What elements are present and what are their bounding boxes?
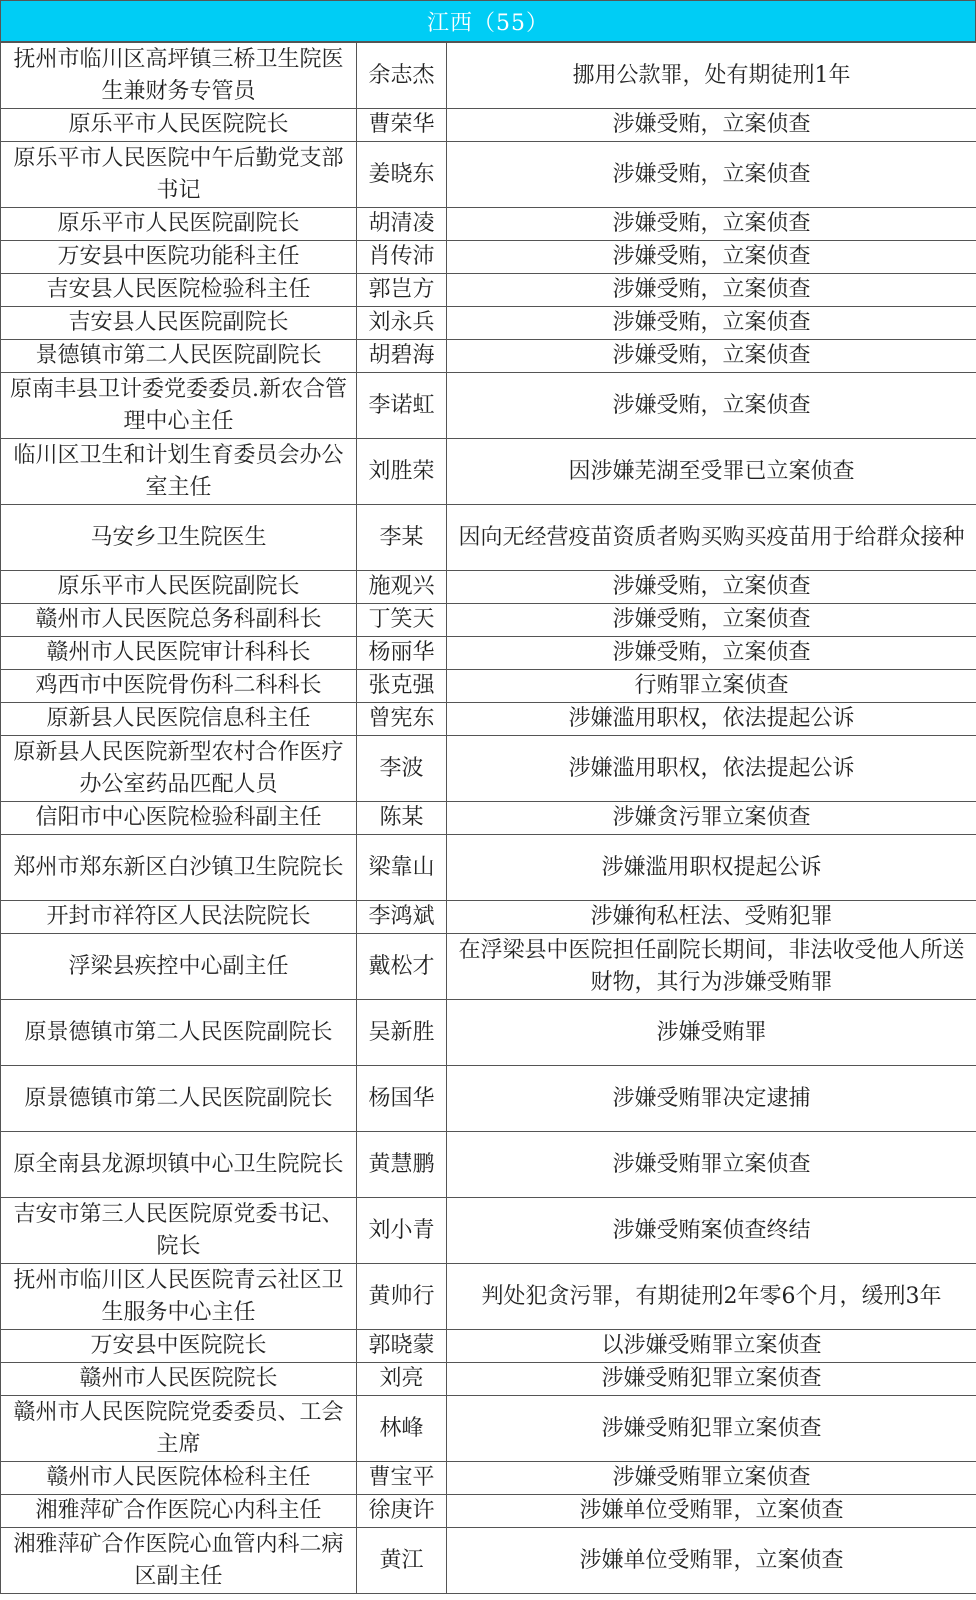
status-cell: 涉嫌受贿，立案侦查 <box>447 637 976 670</box>
name-cell: 李波 <box>357 736 447 802</box>
position-cell: 原景德镇市第二人民医院副院长 <box>1 1000 357 1066</box>
name-cell: 刘永兵 <box>357 307 447 340</box>
status-cell: 涉嫌受贿，立案侦查 <box>447 274 976 307</box>
table-row <box>1 439 976 505</box>
position-cell: 湘雅萍矿合作医院心血管内科二病区副主任 <box>1 1528 357 1594</box>
status-cell: 涉嫌受贿罪 <box>447 1000 976 1066</box>
status-cell: 涉嫌受贿罪立案侦查 <box>447 1462 976 1495</box>
status-cell: 涉嫌受贿犯罪立案侦查 <box>447 1396 976 1462</box>
table-row <box>1 1462 976 1495</box>
position-cell: 原乐平市人民医院院长 <box>1 109 357 142</box>
status-cell: 行贿罪立案侦查 <box>447 670 976 703</box>
position-cell: 赣州市人民医院审计科科长 <box>1 637 357 670</box>
position-cell: 湘雅萍矿合作医院心内科主任 <box>1 1495 357 1528</box>
position-cell: 鸡西市中医院骨伤科二科科长 <box>1 670 357 703</box>
position-cell: 原南丰县卫计委党委委员.新农合管理中心主任 <box>1 373 357 439</box>
province-title: 江西（55） <box>427 10 549 36</box>
status-cell: 涉嫌受贿案侦查终结 <box>447 1198 976 1264</box>
name-cell: 胡清凌 <box>357 208 447 241</box>
position-cell: 赣州市人民医院总务科副科长 <box>1 604 357 637</box>
table-row <box>1 1330 976 1363</box>
position-cell: 原新县人民医院新型农村合作医疗办公室药品匹配人员 <box>1 736 357 802</box>
status-cell: 涉嫌受贿犯罪立案侦查 <box>447 1363 976 1396</box>
name-cell: 刘小青 <box>357 1198 447 1264</box>
name-cell: 丁笑天 <box>357 604 447 637</box>
position-cell: 吉安市第三人民医院原党委书记、院长 <box>1 1198 357 1264</box>
status-cell: 涉嫌单位受贿罪，立案侦查 <box>447 1495 976 1528</box>
name-cell: 杨丽华 <box>357 637 447 670</box>
status-cell: 涉嫌滥用职权提起公诉 <box>447 835 976 901</box>
status-cell: 因向无经营疫苗资质者购买购买疫苗用于给群众接种 <box>447 505 976 571</box>
table-row <box>1 703 976 736</box>
status-cell: 涉嫌受贿，立案侦查 <box>447 142 976 208</box>
position-cell: 赣州市人民医院院长 <box>1 1363 357 1396</box>
table-row <box>1 1000 976 1066</box>
status-cell: 判处犯贪污罪，有期徒刑2年零6个月，缓刑3年 <box>447 1264 976 1330</box>
position-cell: 原全南县龙源坝镇中心卫生院院长 <box>1 1132 357 1198</box>
table-row <box>1 109 976 142</box>
name-cell: 陈某 <box>357 802 447 835</box>
table-row <box>1 1264 976 1330</box>
province-header <box>0 0 976 42</box>
name-cell: 刘亮 <box>357 1363 447 1396</box>
status-cell: 涉嫌受贿，立案侦查 <box>447 373 976 439</box>
name-cell: 林峰 <box>357 1396 447 1462</box>
name-cell: 吴新胜 <box>357 1000 447 1066</box>
table-row <box>1 1396 976 1462</box>
table-row <box>1 1198 976 1264</box>
status-cell: 涉嫌贪污罪立案侦查 <box>447 802 976 835</box>
table-row <box>1 802 976 835</box>
status-cell: 涉嫌受贿，立案侦查 <box>447 241 976 274</box>
status-cell: 涉嫌受贿，立案侦查 <box>447 109 976 142</box>
status-cell: 涉嫌受贿，立案侦查 <box>447 604 976 637</box>
table-row <box>1 604 976 637</box>
position-cell: 原乐平市人民医院副院长 <box>1 571 357 604</box>
status-cell: 涉嫌单位受贿罪，立案侦查 <box>447 1528 976 1594</box>
position-cell: 原景德镇市第二人民医院副院长 <box>1 1066 357 1132</box>
status-cell: 涉嫌受贿，立案侦查 <box>447 571 976 604</box>
name-cell: 杨国华 <box>357 1066 447 1132</box>
position-cell: 吉安县人民医院副院长 <box>1 307 357 340</box>
position-cell: 郑州市郑东新区白沙镇卫生院院长 <box>1 835 357 901</box>
table-row <box>1 1132 976 1198</box>
name-cell: 黄帅行 <box>357 1264 447 1330</box>
position-cell: 万安县中医院功能科主任 <box>1 241 357 274</box>
name-cell: 曹宝平 <box>357 1462 447 1495</box>
name-cell: 刘胜荣 <box>357 439 447 505</box>
table-row <box>1 208 976 241</box>
table-row <box>1 142 976 208</box>
table-row <box>1 373 976 439</box>
name-cell: 徐庚许 <box>357 1495 447 1528</box>
table-row <box>1 1066 976 1132</box>
position-cell: 临川区卫生和计划生育委员会办公室主任 <box>1 439 357 505</box>
name-cell: 余志杰 <box>357 43 447 109</box>
status-cell: 涉嫌受贿，立案侦查 <box>447 340 976 373</box>
position-cell: 抚州市临川区人民医院青云社区卫生服务中心主任 <box>1 1264 357 1330</box>
name-cell: 黄江 <box>357 1528 447 1594</box>
table-row <box>1 934 976 1000</box>
table-row <box>1 736 976 802</box>
table-row <box>1 43 976 109</box>
table-row <box>1 1495 976 1528</box>
case-table <box>0 42 976 1594</box>
status-cell: 涉嫌徇私枉法、受贿犯罪 <box>447 901 976 934</box>
table-row <box>1 835 976 901</box>
table-row <box>1 571 976 604</box>
name-cell: 梁靠山 <box>357 835 447 901</box>
name-cell: 李鸿斌 <box>357 901 447 934</box>
table-row <box>1 274 976 307</box>
position-cell: 原新县人民医院信息科主任 <box>1 703 357 736</box>
table-row <box>1 901 976 934</box>
name-cell: 郭岂方 <box>357 274 447 307</box>
name-cell: 曹荣华 <box>357 109 447 142</box>
name-cell: 姜晓东 <box>357 142 447 208</box>
status-cell: 涉嫌受贿，立案侦查 <box>447 307 976 340</box>
table-row <box>1 1363 976 1396</box>
name-cell: 郭晓蒙 <box>357 1330 447 1363</box>
position-cell: 开封市祥符区人民法院院长 <box>1 901 357 934</box>
name-cell: 张克强 <box>357 670 447 703</box>
table-row <box>1 340 976 373</box>
position-cell: 赣州市人民医院体检科主任 <box>1 1462 357 1495</box>
status-cell: 涉嫌滥用职权，依法提起公诉 <box>447 703 976 736</box>
position-cell: 马安乡卫生院医生 <box>1 505 357 571</box>
position-cell: 抚州市临川区高坪镇三桥卫生院医生兼财务专管员 <box>1 43 357 109</box>
name-cell: 曾宪东 <box>357 703 447 736</box>
name-cell: 黄慧鹏 <box>357 1132 447 1198</box>
status-cell: 在浮梁县中医院担任副院长期间，非法收受他人所送财物，其行为涉嫌受贿罪 <box>447 934 976 1000</box>
position-cell: 浮梁县疾控中心副主任 <box>1 934 357 1000</box>
table-row <box>1 241 976 274</box>
case-table-body <box>1 43 976 1594</box>
name-cell: 戴松才 <box>357 934 447 1000</box>
table-row <box>1 505 976 571</box>
position-cell: 吉安县人民医院检验科主任 <box>1 274 357 307</box>
position-cell: 原乐平市人民医院副院长 <box>1 208 357 241</box>
position-cell: 万安县中医院院长 <box>1 1330 357 1363</box>
position-cell: 赣州市人民医院院党委委员、工会主席 <box>1 1396 357 1462</box>
status-cell: 因涉嫌芜湖至受罪已立案侦查 <box>447 439 976 505</box>
status-cell: 涉嫌滥用职权，依法提起公诉 <box>447 736 976 802</box>
name-cell: 施观兴 <box>357 571 447 604</box>
position-cell: 原乐平市人民医院中午后勤党支部书记 <box>1 142 357 208</box>
status-cell: 以涉嫌受贿罪立案侦查 <box>447 1330 976 1363</box>
table-row <box>1 637 976 670</box>
table-row <box>1 307 976 340</box>
status-cell: 涉嫌受贿罪立案侦查 <box>447 1132 976 1198</box>
status-cell: 涉嫌受贿罪决定逮捕 <box>447 1066 976 1132</box>
position-cell: 信阳市中心医院检验科副主任 <box>1 802 357 835</box>
table-row <box>1 670 976 703</box>
name-cell: 李诺虹 <box>357 373 447 439</box>
status-cell: 涉嫌受贿，立案侦查 <box>447 208 976 241</box>
name-cell: 胡碧海 <box>357 340 447 373</box>
name-cell: 李某 <box>357 505 447 571</box>
name-cell: 肖传沛 <box>357 241 447 274</box>
status-cell: 挪用公款罪，处有期徒刑1年 <box>447 43 976 109</box>
position-cell: 景德镇市第二人民医院副院长 <box>1 340 357 373</box>
table-row <box>1 1528 976 1594</box>
